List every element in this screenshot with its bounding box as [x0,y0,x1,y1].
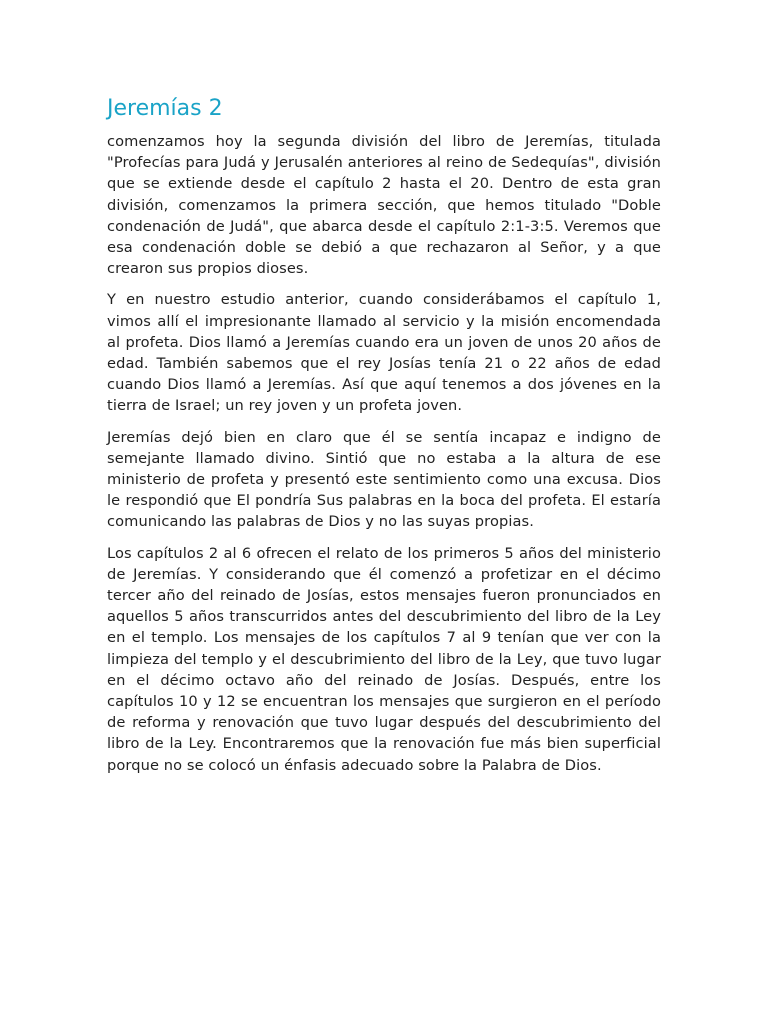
paragraph-2: Y en nuestro estudio anterior, cuando considerábamos el capítulo 1, vimos allí el impresionante llamado al servicio y la misión encomendada al profeta. Dios llamó a Jeremías cuando era un joven de unos 20 años de edad. También sabemos que el rey Josías tenía 21 o 22 años de edad cuando Dios llamó a Jeremías. Así que aquí tenemos a dos jóvenes en la tierra de Israel; un rey joven y un profeta joven. [107,291,661,415]
paragraph-1: comenzamos hoy la segunda división del libro de Jeremías, titulada "Profecías para Judá y Jerusalén anteriores al reino de Sedequías", división que se extiende desde el capítulo 2 hasta el 20. Dentro de esta gran división, comenzamos la primera sección, que hemos titulado "Doble condenación de Judá", que abarca desde el capítulo 2:1-3:5. Veremos que esa condenación doble se debió a que rechazaron al Señor, y a que crearon sus propios dioses. [107,133,661,278]
document-page [107,93,661,786]
paragraph-4: Los capítulos 2 al 6 ofrecen el relato de los primeros 5 años del ministerio de Jeremías. Y considerando que él comenzó a profetizar en el décimo tercer año del reinado de Josías, estos mensajes fueron pronunciados en aquellos 5 años transcurridos antes del descubrimiento del libro de la Ley en el templo. Los mensajes de los capítulos 7 al 9 tenían que ver con la limpieza del templo y el descubrimiento del libro de la Ley, que tuvo lugar en el décimo octavo año del reinado de Josías. Después, entre los capítulos 10 y 12 se encuentran los mensajes que surgieron en el período de reforma y renovación que tuvo lugar después del descubrimiento del libro de la Ley. Encontraremos que la renovación fue más bien superficial porque no se colocó un énfasis adecuado sobre la Palabra de Dios. [107,544,661,774]
paragraph-3: Jeremías dejó bien en claro que él se sentía incapaz e indigno de semejante llamado divino. Sintió que no estaba a la altura de ese ministerio de profeta y presentó este sentimiento como una excusa. Dios le respondió que El pondría Sus palabras en la boca del profeta. El estaría comunicando las palabras de Dios y no las suyas propias. [107,428,661,531]
page-title: Jeremías 2 [107,96,223,121]
